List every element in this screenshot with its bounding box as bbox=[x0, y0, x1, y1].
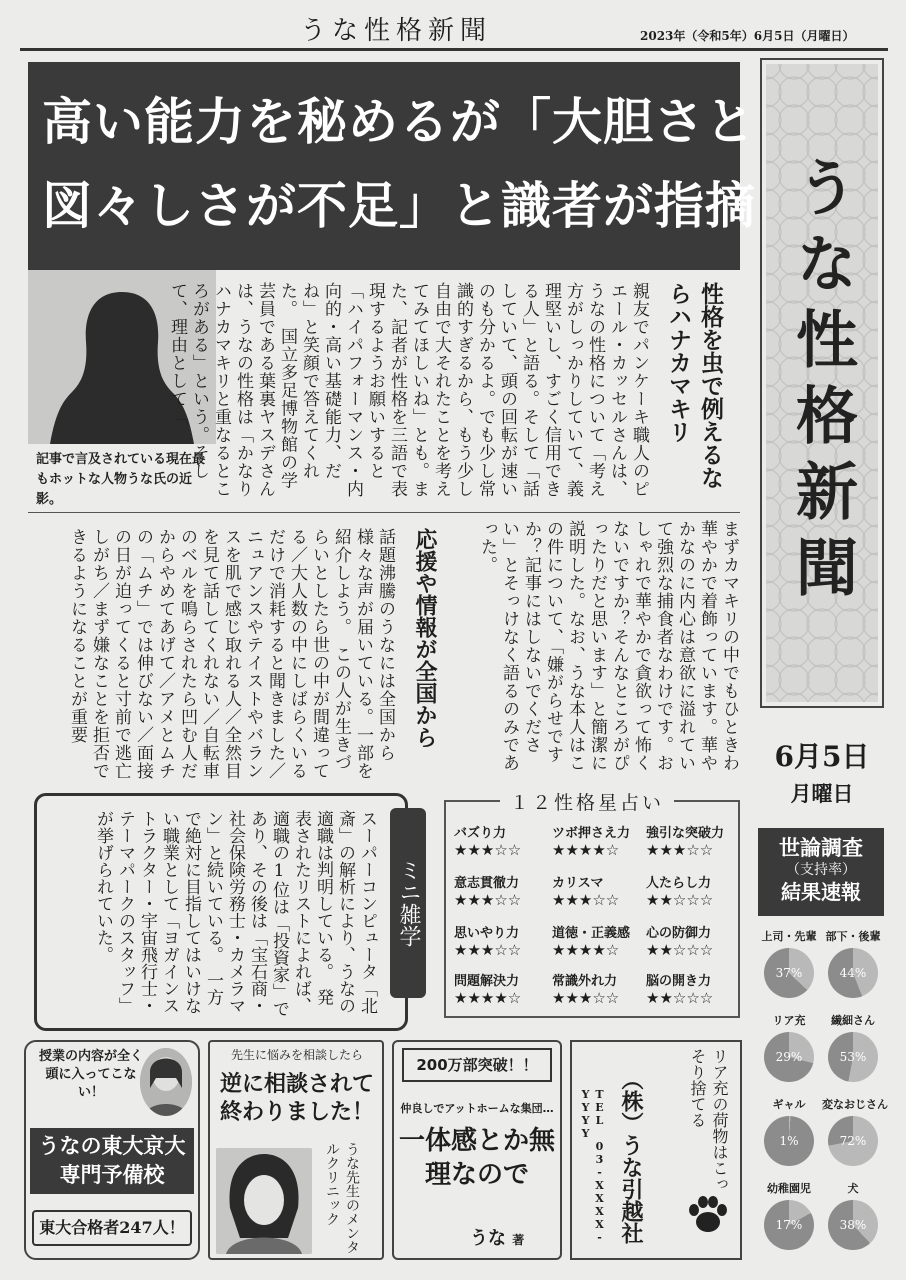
horoscope-stars: ★★☆☆☆ bbox=[646, 941, 714, 959]
horoscope-name: カリスマ bbox=[552, 876, 604, 891]
poll-pie bbox=[828, 1032, 878, 1082]
ad-book-author-suffix: 著 bbox=[512, 1233, 525, 1247]
ad-clinic-headline: 逆に相談されて終わりました！ bbox=[219, 1071, 374, 1125]
side-title-box bbox=[760, 58, 884, 708]
poll-result-label: 結果速報 bbox=[781, 880, 861, 904]
ad-school-photo bbox=[140, 1048, 192, 1116]
ad-clinic-name: うな先生のメンタルクリニック bbox=[324, 1142, 360, 1254]
poll-pie bbox=[764, 1032, 814, 1082]
poll-subtitle: （支持率） bbox=[786, 862, 856, 878]
ad-book-author bbox=[470, 1224, 524, 1250]
horoscope-name: 思いやり力 bbox=[454, 926, 520, 941]
poll-item bbox=[758, 1180, 820, 1250]
horoscope-name: バズり力 bbox=[454, 826, 507, 841]
poll-item bbox=[822, 1096, 888, 1166]
ad-clinic-lead: 先生に悩みを相談したら bbox=[230, 1048, 363, 1062]
masthead-rule bbox=[20, 48, 888, 51]
horoscope-item bbox=[454, 970, 550, 1007]
photo-caption: 記事で言及されている現在最もホットな人物うな氏の近影。 bbox=[36, 452, 206, 507]
horoscope-item bbox=[454, 872, 550, 909]
person-icon bbox=[140, 1048, 192, 1116]
horoscope-item bbox=[552, 872, 648, 909]
poll-label: 部下・後輩 bbox=[825, 930, 881, 943]
poll-item bbox=[758, 1096, 820, 1166]
horoscope-name: 問題解決力 bbox=[454, 974, 520, 989]
horoscope-item bbox=[646, 922, 742, 959]
poll-value: 38% bbox=[839, 1218, 867, 1232]
side-day: 月曜日 bbox=[790, 781, 854, 806]
ad-school-pass-count: 東大合格者247人！ bbox=[32, 1210, 192, 1246]
article3-body: 話題沸騰のうなには全国から様々な声が届いている。一部を紹介しよう。 この人が生きづらいとしたら世の中が間違ってる／大人数の中にしばらくいるだけで消耗すると聞きました／ニュアンスやテイストやバランスを肌で感じ取れる人／全然目を見て話してくれない／自転車のベルを鳴らされたら凹む人だからやめてあげて／アメとムチの「ムチ」では伸びない／面接の日が迫ってくると寸前で逃亡しがち／まず嫌なことを拒否できるようになることが重要 bbox=[67, 528, 395, 780]
poll-value: 1% bbox=[779, 1134, 799, 1148]
side-title-pattern bbox=[766, 64, 878, 702]
poll-item bbox=[758, 1012, 820, 1082]
poll-label: 犬 bbox=[847, 1182, 859, 1195]
horoscope-item bbox=[646, 872, 742, 909]
ad-book-subtitle: 仲良しでアットホームな集団… bbox=[400, 1102, 554, 1115]
section-rule bbox=[28, 512, 740, 513]
horoscope-item bbox=[552, 822, 648, 859]
poll-pie bbox=[764, 1116, 814, 1166]
poll-label: 上司・先輩 bbox=[761, 930, 817, 943]
poll-value: 53% bbox=[839, 1050, 867, 1064]
horoscope-name: 心の防御力 bbox=[646, 926, 712, 941]
poll-header bbox=[758, 828, 884, 916]
article1-headline: 性格を虫で例えるならハナカマキリ bbox=[665, 282, 724, 489]
person-icon bbox=[216, 1148, 312, 1254]
poll-pie bbox=[828, 1200, 878, 1250]
horoscope-stars: ★★★★☆ bbox=[454, 989, 522, 1007]
horoscope-stars: ★★☆☆☆ bbox=[646, 891, 714, 909]
horoscope-name: 脳の開き力 bbox=[646, 974, 712, 989]
poll-value: 44% bbox=[839, 966, 867, 980]
poll-pie bbox=[828, 948, 878, 998]
horoscope-stars: ★★☆☆☆ bbox=[646, 989, 714, 1007]
horoscope-title: １２性格星占い bbox=[500, 788, 674, 815]
poll-pie bbox=[764, 948, 814, 998]
poll-item bbox=[822, 1180, 884, 1250]
article2-body: まずカマキリの中でもひときわ華やかで着飾っています。華やかなのに内心は意欲に溢れていて強烈な捕食者なわけです。おしゃれで華やかで貪欲って怖くないですか？そんなところがぴったりだと思います」と簡潔に説明した。なお、うな本人はこの件について、「嫌がらせですか？記事にはしないでください」とそっけなく語るのみであった。 bbox=[477, 520, 739, 772]
trivia-tag: ミニ雑学 bbox=[390, 808, 426, 998]
article1-body: 親友でパンケーキ職人のピエール・カッセルさんは、うなの性格について「考え方がしっかりしていて、義理堅いし、すごく信用できる人」と語る。そして「話していて、頭の回転が速いのも分かるよ。でも少し常識的すぎるから、もう少し自由で大それたことを考えてみてほしいね」とも。また、記者が性格を三語で表現するようお願いすると「ハイパフォーマンス・内向的・高い基礎能力、だね」と笑顔で答えてくれた。 国立多足博物館の学芸員である葉裏ヤスデさんは、うなの性格は「かなりハナカマキリと重なるところがある」という。そして、理由として「 bbox=[167, 282, 649, 498]
horoscope-stars: ★★★☆☆ bbox=[454, 841, 522, 859]
ad-clinic-photo bbox=[216, 1148, 312, 1254]
poll-value: 17% bbox=[775, 1218, 803, 1232]
headline-line-2: 図々しさが不足」と識者が指摘 bbox=[42, 176, 756, 235]
masthead-title: うな性格新聞 bbox=[300, 16, 493, 46]
poll-pie bbox=[828, 1116, 878, 1166]
ad-mover-pitch: リア充の荷物はこっそり捨てる bbox=[688, 1048, 729, 1192]
horoscope-item bbox=[454, 922, 550, 959]
horoscope-stars: ★★★☆☆ bbox=[552, 989, 620, 1007]
horoscope-name: 強引な突破力 bbox=[646, 826, 725, 841]
horoscope-name: 常識外れ力 bbox=[552, 974, 618, 989]
paw-icon bbox=[684, 1190, 732, 1238]
poll-label: 繊細さん bbox=[831, 1014, 875, 1027]
poll-label: 変なおじさん bbox=[822, 1098, 888, 1111]
poll-value: 37% bbox=[775, 966, 803, 980]
poll-pie bbox=[764, 1200, 814, 1250]
side-title: うな性格新聞 bbox=[785, 155, 859, 611]
poll-item bbox=[822, 1012, 884, 1082]
poll-label: 幼稚園児 bbox=[767, 1182, 811, 1195]
trivia-body: スーパーコンピュータ「北斎」の解析により、うなの適職は判明している。 発表されたリストによれば、適職の1位は「投資家」であり、その後は「宝石商・社会保険労務士・カメラマン」と続いている。 一方で絶対に目指してはいけない職業として「ヨガインストラクター・宇宙飛行士・テーマパークのスタッフ」が挙げられていた。 bbox=[93, 810, 377, 1017]
headline-box bbox=[28, 62, 756, 270]
horoscope-stars: ★★★☆☆ bbox=[454, 891, 522, 909]
poll-label: ギャル bbox=[772, 1098, 806, 1111]
article3-headline: 応援や情報が全国から bbox=[412, 528, 438, 748]
ad-book-author-name: うな bbox=[470, 1228, 506, 1249]
horoscope-item bbox=[552, 922, 648, 959]
horoscope-stars: ★★★★☆ bbox=[552, 941, 620, 959]
ad-school-name: うなの東大京大専門予備校 bbox=[30, 1128, 194, 1194]
masthead-date: 2023年（令和5年）6月5日（月曜日） bbox=[640, 29, 855, 43]
poll-item bbox=[822, 928, 884, 998]
horoscope-name: 道徳・正義感 bbox=[552, 926, 631, 941]
horoscope-stars: ★★★☆☆ bbox=[646, 841, 714, 859]
poll-title: 世論調査 bbox=[779, 835, 863, 860]
horoscope-name: 意志貫徹力 bbox=[454, 876, 520, 891]
horoscope-item bbox=[646, 822, 742, 859]
side-date: 6月5日 bbox=[774, 740, 870, 773]
horoscope-name: ツボ押さえ力 bbox=[552, 826, 631, 841]
horoscope-item bbox=[552, 970, 648, 1007]
poll-value: 29% bbox=[775, 1050, 803, 1064]
horoscope-item bbox=[454, 822, 550, 859]
ad-book-title: 一体感とか無理なので bbox=[398, 1126, 555, 1190]
ad-mover-company: （株）うな引越社 bbox=[618, 1068, 644, 1244]
horoscope-stars: ★★★☆☆ bbox=[454, 941, 522, 959]
poll-label: リア充 bbox=[772, 1014, 806, 1027]
poll-value: 72% bbox=[839, 1134, 867, 1148]
horoscope-name: 人たらし力 bbox=[646, 876, 712, 891]
ad-book-banner: 200万部突破！！ bbox=[402, 1048, 552, 1082]
ad-mover-tel: TEL 03-XXXX-YYYY bbox=[579, 1088, 606, 1244]
poll-item bbox=[758, 928, 820, 998]
horoscope-item bbox=[646, 970, 742, 1007]
horoscope-stars: ★★★☆☆ bbox=[552, 891, 620, 909]
ad-school-text: 授業の内容が全く頭に入ってこない！ bbox=[38, 1049, 143, 1100]
horoscope-stars: ★★★★☆ bbox=[552, 841, 620, 859]
headline-line-1: 高い能力を秘めるが「大胆さと bbox=[42, 92, 756, 151]
